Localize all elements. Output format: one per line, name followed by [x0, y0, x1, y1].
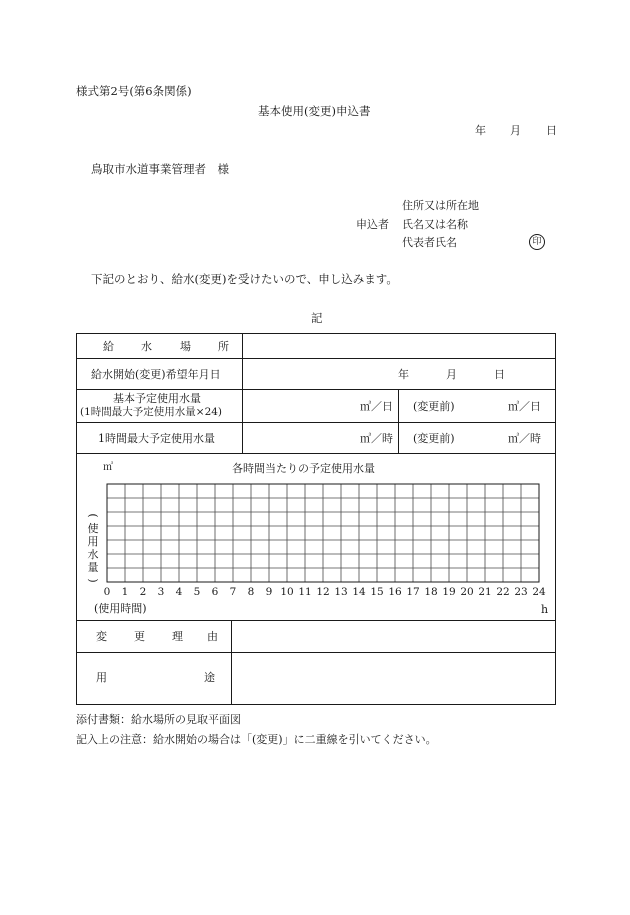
reason-label-char: 由: [207, 630, 218, 643]
x-tick-label: 15: [370, 586, 384, 598]
chart-y-unit: ㎥: [103, 462, 113, 473]
x-tick-label: 23: [514, 586, 528, 598]
place-input[interactable]: [243, 334, 555, 358]
usage-grid-svg[interactable]: [90, 481, 550, 609]
usage-label-char: 途: [204, 671, 215, 684]
addressee: 鳥取市水道事業管理者 様: [91, 162, 229, 176]
chart-x-unit: h: [541, 603, 549, 616]
x-tick-label: 18: [424, 586, 438, 598]
usage-input[interactable]: [232, 653, 555, 704]
hourly-max-unit: ㎥／時: [360, 432, 393, 445]
chart-x-label: (使用時間): [94, 602, 147, 615]
x-tick-label: 6: [211, 586, 219, 598]
x-tick-label: 14: [352, 586, 366, 598]
x-tick-label: 7: [229, 586, 237, 598]
x-tick-label: 12: [316, 586, 330, 598]
start-date-label: 給水開始(変更)希望年月日: [91, 368, 221, 381]
reason-label-char: 変: [96, 630, 107, 643]
change-reason-input[interactable]: [232, 621, 555, 652]
date-year: 年: [475, 124, 486, 137]
base-usage-unit: ㎥／日: [360, 400, 393, 413]
x-tick-label: 19: [442, 586, 456, 598]
place-label-char: 水: [141, 340, 152, 353]
representative-label: 代表者氏名: [402, 236, 457, 249]
place-label-char: 場: [180, 340, 191, 353]
chart-y-label: ( 使 用 水 量 ): [86, 513, 100, 583]
base-usage-label: 基本予定使用水量: [113, 392, 201, 405]
hourly-max-label: 1時間最大予定使用水量: [98, 432, 215, 445]
base-usage-sublabel: (1時間最大予定使用水量×24): [80, 406, 223, 418]
form-number: 様式第2号(第6条関係): [76, 84, 192, 98]
seal-mark: 印: [529, 234, 545, 250]
row-divider: [76, 453, 556, 454]
x-tick-label: 8: [247, 586, 255, 598]
x-tick-label: 9: [265, 586, 273, 598]
usage-label-char: 用: [96, 671, 107, 684]
intro-text: 下記のとおり、給水(変更)を受けたいので、申し込みます。: [91, 272, 398, 286]
name-label: 氏名又は名称: [402, 218, 468, 231]
x-tick-label: 4: [175, 586, 183, 598]
x-tick-label: 0: [103, 586, 111, 598]
reason-label-char: 理: [172, 630, 183, 643]
start-day: 日: [494, 368, 505, 381]
x-tick-label: 24: [532, 586, 546, 598]
attachment-note: 添付書類：給水場所の見取平面図: [76, 713, 241, 726]
usage-grid[interactable]: [90, 481, 550, 609]
x-tick-label: 3: [157, 586, 165, 598]
start-month: 月: [446, 368, 457, 381]
x-tick-label: 21: [478, 586, 492, 598]
place-label-char: 給: [103, 340, 114, 353]
x-tick-label: 2: [139, 586, 147, 598]
x-tick-label: 13: [334, 586, 348, 598]
table-border-bottom: [76, 704, 556, 705]
x-tick-label: 17: [406, 586, 420, 598]
caution-note: 記入上の注意：給水開始の場合は「(変更)」に二重線を引いてください。: [76, 733, 437, 746]
chart-title: 各時間当たりの予定使用水量: [232, 462, 375, 475]
form-title: 基本使用(変更)申込書: [258, 104, 371, 118]
applicant-label: 申込者: [356, 218, 389, 231]
base-before-unit: ㎥／日: [508, 400, 541, 413]
x-tick-label: 16: [388, 586, 402, 598]
x-tick-label: 10: [280, 586, 294, 598]
x-tick-label: 20: [460, 586, 474, 598]
base-before-label: (変更前): [413, 400, 455, 413]
hourly-before-label: (変更前): [413, 432, 455, 445]
start-year: 年: [398, 368, 409, 381]
date-day: 日: [546, 124, 557, 137]
ki-heading: 記: [311, 311, 323, 325]
x-tick-label: 22: [496, 586, 510, 598]
x-tick-label: 5: [193, 586, 201, 598]
date-month: 月: [510, 124, 521, 137]
table-border-right: [555, 333, 556, 705]
table-border-left: [76, 333, 77, 705]
address-label: 住所又は所在地: [402, 199, 479, 212]
hourly-before-unit: ㎥／時: [508, 432, 541, 445]
place-label-char: 所: [218, 340, 229, 353]
x-tick-label: 11: [298, 586, 312, 598]
x-tick-label: 1: [121, 586, 129, 598]
application-table: [76, 333, 556, 705]
reason-label-char: 更: [134, 630, 145, 643]
